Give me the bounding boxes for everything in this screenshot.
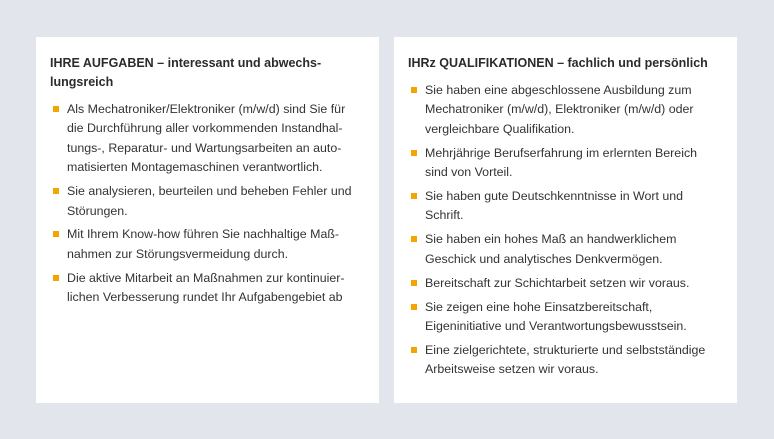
tasks-card bbox=[36, 37, 379, 403]
tasks-heading-line: IHRE AUFGABEN – interessant und abwechs- bbox=[50, 56, 322, 70]
bullet-square-icon bbox=[411, 347, 417, 353]
qualifications-heading-line: IHRz QUALIFIKATIONEN – fachlich und persönlich bbox=[408, 56, 708, 70]
list-item-line: Arbeitsweise setzen wir voraus. bbox=[425, 362, 599, 377]
list-item-line: Mehrjährige Berufserfahrung im erlernten Bereich bbox=[425, 145, 698, 160]
list-item bbox=[408, 187, 723, 226]
list-item-line: Sie haben eine abgeschlossene Ausbildung zum bbox=[425, 83, 692, 97]
qualifications-list bbox=[408, 81, 723, 380]
tasks-heading bbox=[50, 54, 365, 92]
list-item bbox=[408, 341, 723, 380]
bullet-square-icon bbox=[53, 275, 59, 281]
bullet-square-icon bbox=[53, 188, 59, 194]
qualifications-card bbox=[394, 37, 737, 403]
bullet-square-icon bbox=[53, 106, 59, 112]
bullet-square-icon bbox=[411, 304, 417, 310]
bullet-square-icon bbox=[411, 193, 417, 199]
tasks-heading-line: lungsreich bbox=[50, 75, 114, 89]
list-item-line: Bereitschaft zur Schichtarbeit setzen wir voraus. bbox=[425, 275, 690, 290]
list-item-line: Die aktive Mitarbeit an Maßnahmen zur kontinuier- bbox=[67, 270, 345, 285]
bullet-square-icon bbox=[411, 280, 417, 286]
list-item-line: Als Mechatroniker/Elektroniker (m/w/d) sind Sie für bbox=[67, 102, 346, 116]
list-item-line: Sie haben gute Deutschkenntnisse in Wort und bbox=[425, 189, 684, 204]
list-item bbox=[50, 269, 365, 308]
bullet-square-icon bbox=[411, 87, 417, 93]
list-item-line: Sie haben ein hohes Maß an handwerklichem bbox=[425, 232, 677, 247]
list-item-line: vergleichbare Qualifikation. bbox=[425, 121, 575, 136]
tasks-list bbox=[50, 100, 365, 308]
list-item-line: Eine zielgerichtete, strukturierte und selbstständige bbox=[425, 342, 706, 357]
list-item bbox=[408, 144, 723, 183]
bullet-square-icon bbox=[53, 231, 59, 237]
list-item-line: tungs-, Reparatur- und Wartungsarbeiten an auto- bbox=[67, 140, 342, 155]
list-item-line: Sie zeigen eine hohe Einsatzbereitschaft, bbox=[425, 299, 653, 314]
list-item-line: lichen Verbesserung rundet Ihr Aufgabengebiet ab bbox=[67, 290, 343, 305]
list-item-line: Mit Ihrem Know-how führen Sie nachhaltige Maß- bbox=[67, 227, 340, 242]
list-item-line: matisierten Montagemaschinen verantwortlich. bbox=[67, 160, 323, 175]
list-item bbox=[408, 298, 723, 337]
list-item bbox=[408, 230, 723, 269]
list-item-line: Geschick und analytisches Denkvermögen. bbox=[425, 251, 663, 266]
list-item bbox=[50, 100, 365, 178]
list-item bbox=[50, 182, 365, 221]
list-item bbox=[50, 225, 365, 264]
list-item-line: Störungen. bbox=[67, 203, 128, 218]
bullet-square-icon bbox=[411, 236, 417, 242]
list-item-line: Sie analysieren, beurteilen und beheben Fehler und bbox=[67, 184, 352, 199]
list-item-line: sind von Vorteil. bbox=[425, 165, 513, 180]
list-item-line: nahmen zur Störungsvermeidung durch. bbox=[67, 246, 289, 261]
bullet-square-icon bbox=[411, 150, 417, 156]
list-item-line: Schrift. bbox=[425, 208, 464, 223]
list-item-line: Mechatroniker (m/w/d), Elektroniker (m/w/d) oder bbox=[425, 102, 694, 117]
list-item bbox=[408, 274, 723, 293]
list-item bbox=[408, 81, 723, 139]
list-item-line: die Durchführung aller vorkommenden Instandhal- bbox=[67, 121, 343, 136]
list-item-line: Eigeninitiative und Verantwortungsbewusstsein. bbox=[425, 318, 687, 333]
qualifications-heading bbox=[408, 54, 723, 73]
